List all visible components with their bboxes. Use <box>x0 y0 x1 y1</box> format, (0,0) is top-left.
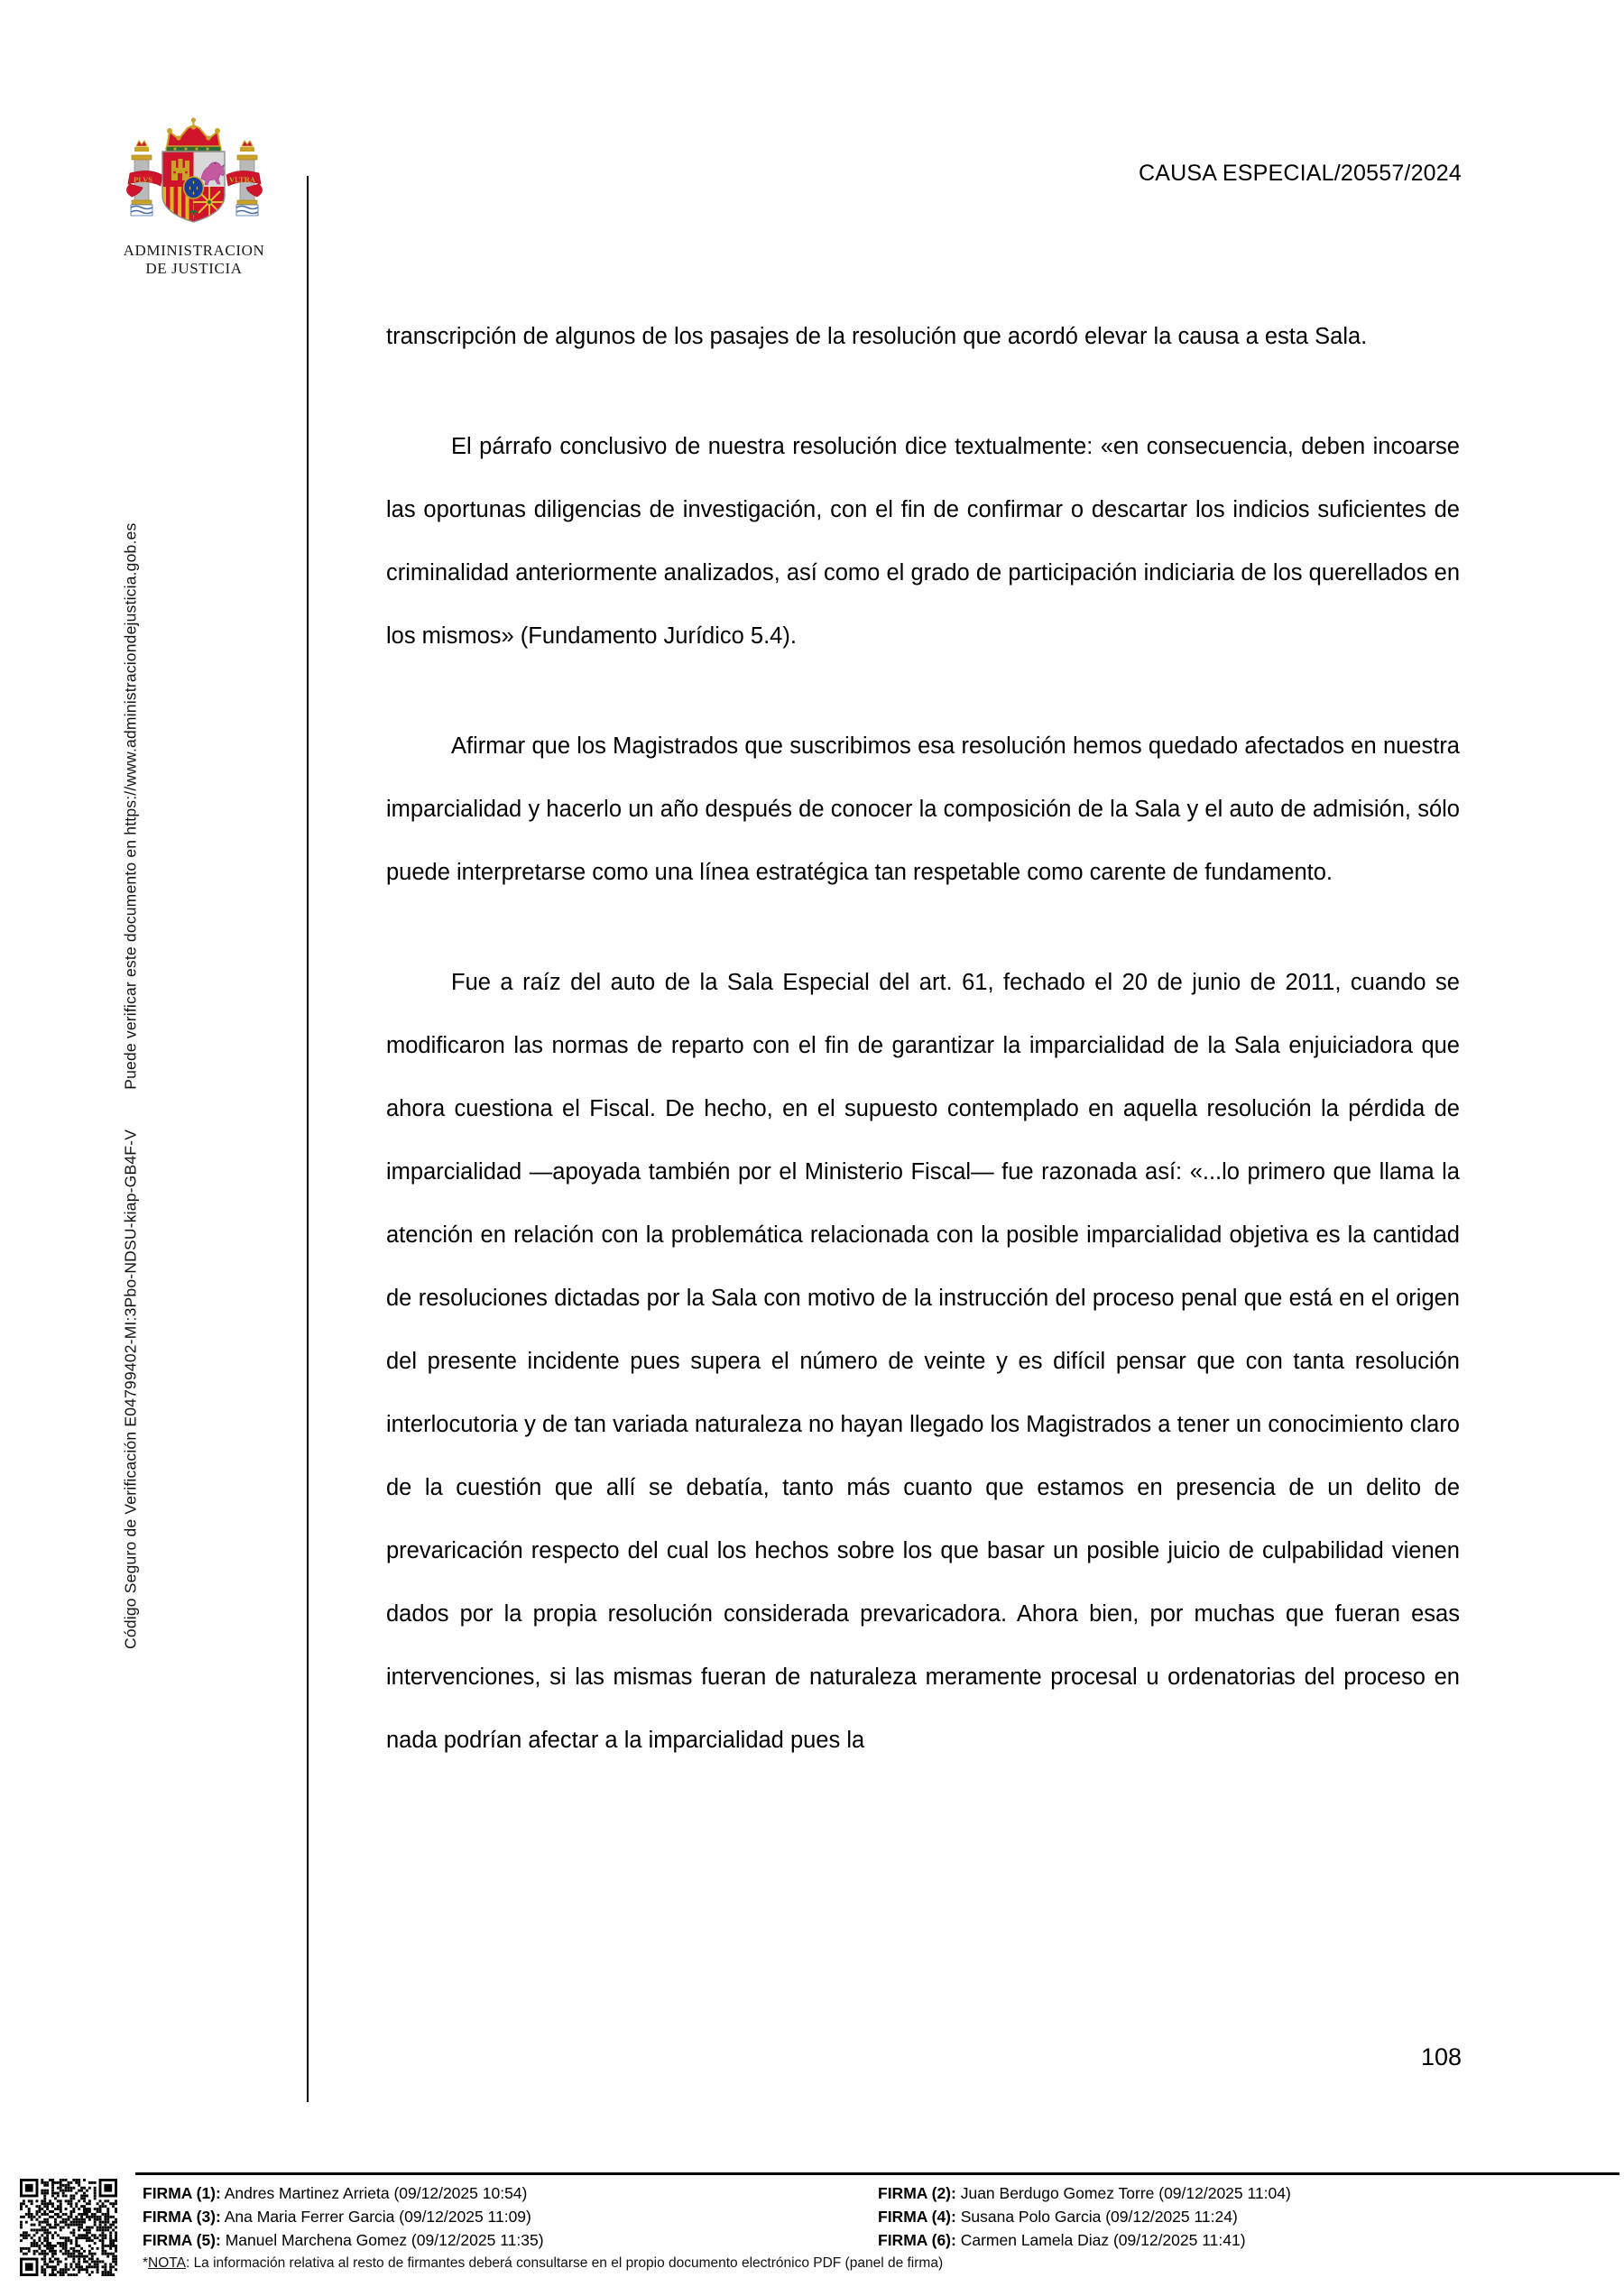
signature-row <box>878 2228 1613 2252</box>
verification-code-text: Código Seguro de Verificación E04799402-MI:3Pbo-NDSU-kiap-GB4F-V <box>121 1129 140 1649</box>
signature-column-left <box>143 2181 878 2252</box>
verification-sidebar-text <box>123 94 139 2079</box>
signature-label: FIRMA (4): <box>878 2208 956 2226</box>
signature-label: FIRMA (2): <box>878 2184 956 2202</box>
emblem-caption <box>99 242 289 278</box>
paragraph-4: Fue a raíz del auto de la Sala Especial del art. 61, fechado el 20 de junio de 2011, cuando se modificaron las normas de reparto con el fin de garantizar la imparcialidad de la Sala enjuiciadora que ahora cuestiona el Fiscal. De hecho, en el supuesto contemplado en aquella resolución la pérdida de imparcialidad —apoyada también por el Ministerio Fiscal— fue razonada así: «...lo primero que llama la atención en relación con la problemática relacionada con la posible imparcialidad objetiva es la cantidad de resoluciones dictadas por la Sala con motivo de la instrucción del proceso penal que está en el origen del presente incidente pues supera el número de veinte y es difícil pensar que con tanta resolución interlocutoria y de tan variada naturaleza no hayan llegado los Magistrados a tener un conocimiento claro de la cuestión que allí se debatía, tanto más cuanto que estamos en presencia de un delito de prevaricación respecto del cual los hechos sobre los que basar un posible juicio de culpabilidad vienen dados por la propia resolución considerada prevaricadora. Ahora bien, por muchas que fueran esas intervenciones, si las mismas fueran de naturaleza meramente procesal u ordenatorias del proceso en nada podrían afectar a la imparcialidad pues la <box>386 970 1460 1753</box>
signature-value: Ana Maria Ferrer Garcia (09/12/2025 11:09) <box>224 2208 531 2226</box>
signature-label: FIRMA (3): <box>143 2208 221 2226</box>
footer-divider-rule <box>135 2172 1619 2175</box>
document-header-case-number: CAUSA ESPECIAL/20557/2024 <box>1138 161 1462 186</box>
coat-of-arms-block <box>99 117 289 278</box>
paragraph-3: Afirmar que los Magistrados que suscribimos esa resolución hemos quedado afectados en nuestra imparcialidad y hacerlo un año después de conocer la composición de la Sala y el auto de admisión, sólo puede interpretarse como una línea estratégica tan respetable como carente de fundamento. <box>386 733 1460 885</box>
signature-label: FIRMA (5): <box>143 2231 221 2249</box>
signature-column-right <box>878 2181 1613 2252</box>
signature-value: Juan Berdugo Gomez Torre (09/12/2025 11:04) <box>960 2184 1291 2202</box>
signature-row <box>143 2228 878 2252</box>
paragraph-1: transcripción de algunos de los pasajes de la resolución que acordó elevar la causa a esta Sala. <box>386 324 1368 349</box>
signature-area <box>143 2181 1613 2273</box>
svg-text:VLTRA: VLTRA <box>228 175 255 184</box>
note-asterisk: * <box>143 2255 149 2271</box>
emblem-caption-line-2: DE JUSTICIA <box>145 260 243 278</box>
signature-grid <box>143 2181 1613 2252</box>
vertical-divider-rule <box>307 176 309 2102</box>
signature-row <box>878 2205 1613 2228</box>
footer-note <box>143 2255 1613 2273</box>
qr-code <box>20 2179 117 2276</box>
signature-value: Susana Polo Garcia (09/12/2025 11:24) <box>960 2208 1238 2226</box>
document-body <box>386 305 1460 1772</box>
note-text: : La información relativa al resto de firmantes deberá consultarse en el propio documento electrónico PDF (panel de firma) <box>185 2255 944 2271</box>
signature-row <box>143 2181 878 2205</box>
note-keyword: NOTA <box>148 2255 186 2271</box>
verification-url-text: Puede verificar este documento en https://www.administraciondejusticia.gob.es <box>121 522 140 1090</box>
spain-coat-of-arms-icon <box>115 117 273 239</box>
signature-row <box>143 2205 878 2228</box>
document-footer <box>0 2165 1624 2296</box>
qr-code-canvas <box>20 2179 117 2276</box>
left-margin-strip <box>0 0 140 2156</box>
signature-value: Andres Martinez Arrieta (09/12/2025 10:54) <box>224 2184 528 2202</box>
signature-label: FIRMA (1): <box>143 2184 221 2202</box>
signature-value: Manuel Marchena Gomez (09/12/2025 11:35) <box>225 2231 544 2249</box>
signature-label: FIRMA (6): <box>878 2231 956 2249</box>
page-number: 108 <box>1420 2043 1462 2070</box>
emblem-caption-line-1: ADMINISTRACION <box>123 242 265 259</box>
signature-value: Carmen Lamela Diaz (09/12/2025 11:41) <box>960 2231 1246 2249</box>
signature-row <box>878 2181 1613 2205</box>
svg-text:PLVS: PLVS <box>133 175 152 184</box>
paragraph-2: El párrafo conclusivo de nuestra resolución dice textualmente: «en consecuencia, deben incoarse las oportunas diligencias de investigación, con el fin de confirmar o descartar los indicios suficientes de criminalidad anteriormente analizados, así como el grado de participación indiciaria de los querellados en los mismos» (Fundamento Jurídico 5.4). <box>386 434 1460 649</box>
